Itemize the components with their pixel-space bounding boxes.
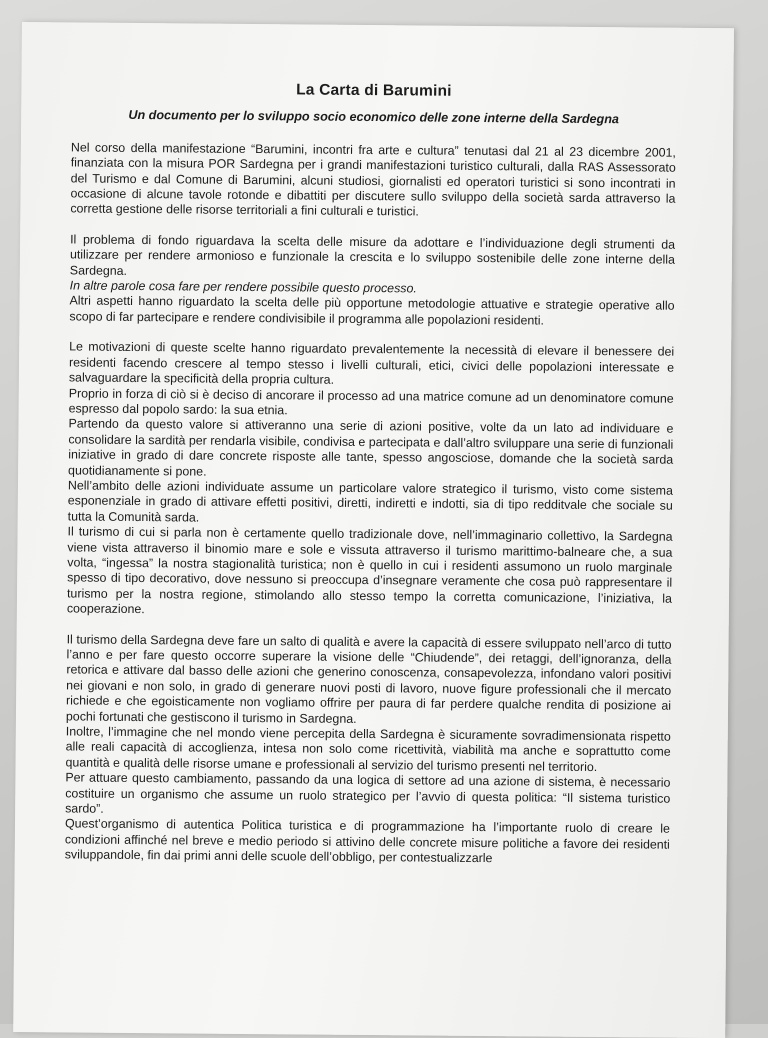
paragraph-problem: Il problema di fondo riguardava la scelta delle misure da adottare e l’individuazione degli strumenti da utilizzare per rendere armonioso e funzionale la crescita e lo sviluppo sostenibile delle zone interne della Sardegna.: [69, 232, 676, 278]
paragraph-quality-leap: Il turismo della Sardegna deve fare un salto di qualità e avere la capacità di essere sviluppato nell’arco di tutto l’anno e per fare questo occorre superare la visione delle “Chiudende”, dei retaggi, dell’ignoranza, della retorica e attivare dal basso delle azioni che generino conoscenza, consapevolezza, infondano valori positivi nei giovani e non solo, in grado di generare nuovi posti di lavoro, nuove figure professionali che il mercato richiede e che egoisticamente non vogliamo offrire per paura di far perdere qualche rendita di posizione ai pochi fortunati che gestiscono il turismo in Sardegna.: [65, 632, 672, 726]
document-subtitle: Un documento per lo sviluppo socio economico delle zone interne della Sardegna: [128, 108, 619, 127]
paragraph-positive-actions: Partendo da questo valore si attiveranno una serie di azioni positive, volte da un lato ad individuare e consolidare la sardità per rendarla visibile, condivisa e partecipata e dall’altro sviluppare una serie di funzionali iniziative in grado di dare concrete risposte alle tante, spesso angosciose, domande che la società sarda quotidianamente si pone.: [68, 416, 674, 479]
paragraph-tourism-traditional: Il turismo di cui si parla non è certamente quello tradizionale dove, nell’immaginario collettivo, la Sardegna viene vista attraverso il binomio mare e sole e vissuta attraverso il turismo marittimo-balneare che, a sua volta, “ingessa” la nostra stagionalità turistica; non è quello in cui i residenti assumono un ruolo marginale spesso di tipo decorativo, dove nessuno si preoccupa d’insegnare veramente che cosa può rappresentare il turismo per la nostra regione, stimolando allo stesso tempo la corretta comunicazione, l’iniziativa, la cooperazione.: [66, 524, 673, 617]
paragraph-tourism-strategic: Nell’ambito delle azioni individuate assume un particolare valore strategico il turismo, visto come sistema esponenziale in grado di attivare effetti positivi, diretti, indiretti e indotti, sia di tipo redditvale che sociale su tutta la Comunità sarda.: [67, 478, 673, 525]
paragraph-matrix: Proprio in forza di ciò si è deciso di ancorare il processo ad una matrice comune ad un denominatore comune espresso dal popolo sardo: la sua etnia.: [68, 385, 674, 418]
document-body: [65, 80, 677, 868]
paragraph-intro: Nel corso della manifestazione “Barumini, incontri fra arte e cultura” tenutasi dal 21 al 23 dicembre 2001, finanziata con la misura POR Sardegna per i grandi manifestazioni turistico culturali, dalla RAS Assessorato del Turismo e dal Comune di Barumini, alcuni studiosi, giornalisti ed operatori turistici si sono incontrati in occasione di alcune tavole rotonde e dibattiti per discutere sullo sviluppo della società sarda attraverso la corretta gestione delle risorse territoriali a fini culturali e turistici.: [70, 140, 676, 219]
paper-sheet: [13, 22, 734, 1038]
document-title: La Carta di Barumini: [296, 81, 452, 100]
paragraph-image: Inoltre, l’immagine che nel mondo viene percepita della Sardegna è sicuramente sovradimensionata rispetto alle reali capacità di accoglienza, intesa non solo come ricettività, viabilità ma anche e soprattutto come quantità e qualità delle risorse umane e professionali al servizio del turismo presenti nel territorio.: [65, 724, 671, 774]
paragraph-in-other-words: In altre parole cosa fare per rendere possibile questo processo.: [69, 278, 417, 296]
paragraph-change: Per attuare questo cambiamento, passando da una logica di settore ad una azione di sistema, è necessario costituire un organismo che assume un ruolo strategico per l’avvio di questa politica: “Il sistema turistico sardo”.: [65, 770, 671, 816]
paragraph-organism: Quest’organismo di autentica Politica turistica e di programmazione ha l’importante ruolo di creare le condizioni affinché nel breve e medio periodo si attivino delle concrete misure politiche a favore dei residenti sviluppandole, fin dai primi anni delle scuole dell’obbligo, per contestualizzarle: [64, 816, 671, 866]
paragraph-motivations: Le motivazioni di queste scelte hanno riguardato prevalentemente la necessità di elevare il benessere dei residenti facendo crescere al tempo stesso i livelli culturali, etici, civici delle popolazioni interessate e salvaguardare la specificità della propria cultura.: [68, 339, 675, 387]
paragraph-other-aspects: Altri aspetti hanno riguardato la scelta delle più opportune metodologie attuative e strategie operative allo scopo di far partecipare e rendere condivisibile il programma alle popolazioni residenti.: [69, 293, 675, 328]
